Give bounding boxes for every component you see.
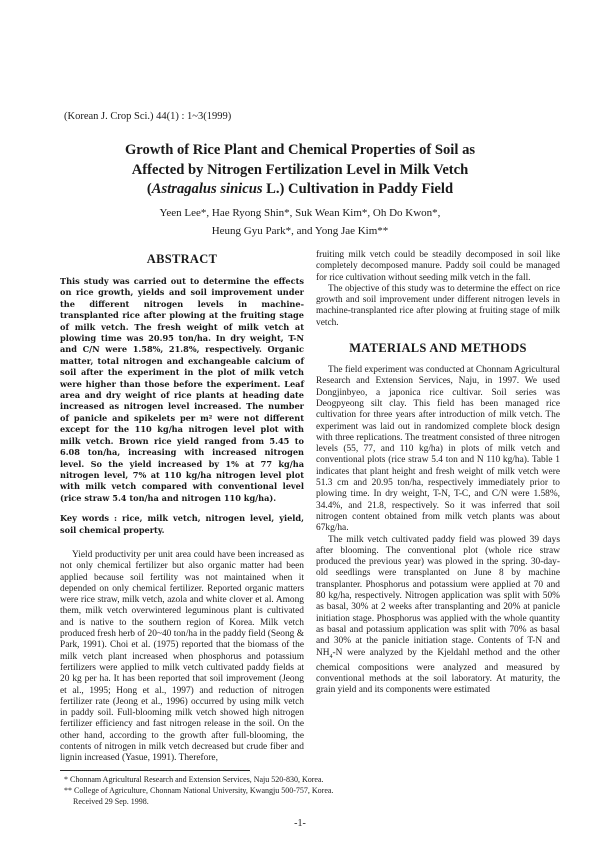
- footnote-affiliation-2: ** College of Agriculture, Chonnam National University, Kwangju 500-757, Korea.: [64, 786, 334, 795]
- page-number: -1-: [294, 818, 306, 829]
- keywords: Key words : rice, milk vetch, nitrogen level, yield, soil chemical property.: [60, 513, 304, 535]
- authors-line-1: Yeen Lee*, Hae Ryong Shin*, Suk Wean Kim*, Oh Do Kwon*,: [159, 207, 441, 219]
- paper-title: [40, 141, 560, 200]
- footnote-divider: [60, 770, 250, 771]
- journal-reference: (Korean J. Crop Sci.) 44(1) : 1~3(1999): [64, 111, 232, 122]
- authors-line-2: Heung Gyu Park*, and Yong Jae Kim**: [211, 225, 389, 237]
- left-column: [60, 250, 304, 765]
- received-date: Received 29 Sep. 1998.: [73, 797, 149, 806]
- title-line-2: Affected by Nitrogen Fertilization Level in Milk Vetch: [131, 161, 469, 178]
- author-list: [60, 204, 540, 240]
- abstract-text: This study was carried out to determine the effects on rice growth, yields and soil improvement under the different nitrogen levels in machine-transplanted rice after plowing at the fruiting stage of milk vetch. The fresh weight of milk vetch at plowing time was 20.95 ton/ha. In dry weight, T-N and C/N were 1.58%, 21.8%, respectively. Organic matter, total nitrogen and exchangeable calcium of soil after the experiment in the plot of milk vetch were higher than those before the experiment. Leaf area and dry weight of rice plants at heading date increased as nitrogen level increased. The number of panicle and spikelets per m² were not different except for the 110 kg/ha nitrogen level plot with milk vetch. Brown rice yield ranged from 5.45 to 6.08 ton/ha, increasing with increased nitrogen level. So the yield increased by 1% at 77 kg/ha nitrogen level, 7% at 110 kg/ha nitrogen level plot with milk vetch compared with conventional level (rice straw 5.4 ton/ha and nitrogen 110 kg/ha).: [60, 276, 304, 503]
- methods-heading: MATERIALS AND METHODS: [349, 341, 527, 356]
- abstract-section: [60, 276, 304, 536]
- abstract-heading: ABSTRACT: [146, 252, 218, 266]
- introduction-continued: [316, 250, 560, 329]
- intro-paragraph-1: Yield productivity per unit area could have been increased as not only chemical fertilizer but also organic matter had been applied because soil fertility was not maintained when it depended on only chemical fertilizer. Reported organic matters were rice straw, milk vetch, azola and white clover et al. Among them, milk vetch overwintered leguminous plant is cultivated and is native to the southern region of Korea. Milk vetch produced fresh herb of 20~40 ton/ha in the paddy field (Seong & Park, 1991). Choi et al. (1975) reported that the biomass of the milk vetch plant increased when phosphorus and potassium fertilizers were applied to milk vetch cultivated paddy fields at 20 kg per ha. It has been reported that soil improvement (Jeong et al., 1995; Hong et al., 1997) and reduction of nitrogen fertilizer rate (Jeong et al., 1996) occurred by using milk vetch in paddy soil. Full-blooming milk vetch showed high nitrogen fertilizer efficiency and fast nitrogen release in the soil. On the other hand, according to the growth after full-blooming, the contents of nitrogen in milk vetch decreased but crude fiber and lignin increased (Yasue, 1991). Therefore,: [60, 549, 304, 764]
- species-name: Astragalus sinicus: [151, 181, 263, 197]
- introduction-section: [60, 550, 304, 765]
- methods-paragraph-2: The milk vetch cultivated paddy field was plowed 39 days after blooming. The conventional plot (whole rice straw produced the previous year) was plowed in the spring. 30-day-old seedlings were transplanted on June 8 by machine transplanter. Phosphorus and potassium were applied at 70 and 80 kg/ha, respectively. Nitrogen application was split with 50% as basal, 30% at 2 weeks after transplanting and 20% at panicle initiation stage. Phosphorus was applied with the whole quantity as basal and potassium application was split with 70% as basal and 30% at the panicle initiation stage. Contents of T-N and $NH_4-N$ were analyzed by the Kjeldahl method and the other chemical compositions were analyzed and measured by conventional methods at the soil laboratory. At maturity, the grain yield and its components were estimated: [316, 534, 560, 696]
- footnote-affiliation-1: * Chonnam Agricultural Research and Extension Services, Naju 520-830, Korea.: [64, 775, 324, 784]
- intro-paragraph-2: fruiting milk vetch could be steadily decomposed in soil like completely decomposed manure. Paddy soil could be managed for rice cultivation without seeding milk vetch in the fall.: [316, 250, 560, 283]
- methods-section: [316, 365, 560, 696]
- title-line-1: Growth of Rice Plant and Chemical Properties of Soil as: [124, 142, 476, 158]
- intro-paragraph-3: The objective of this study was to determine the effect on rice growth and soil improvement under different nitrogen levels in machine-transplanted rice after plowing at fruiting stage of milk vetch.: [316, 283, 560, 328]
- methods-paragraph-1: The field experiment was conducted at Chonnam Agricultural Research and Extension Services, Naju, in 1997. We used Dongjinbyeo, a japonica rice cultivar. Soil series was Deogpyeong silt clay. This field has been managed rice cultivation for three years after introduction of milk vetch. The experiment was laid out in randomized complete block design with three replications. The treatment consisted of three nitrogen levels (55, 77, and 110 kg/ha) in plots of milk vetch and conventional plots (rice straw 5.4 ton and N 110 kg/ha). Table 1 indicates that plant height and fresh weight of milk vetch were 51.3 cm and 20.95 ton/ha, respectively immediately prior to plowing time. In dry weight, T-N, T-C, and C/N were 1.58%, 34.4%, and 21.8, respectively. So it was inferred that soil nitrogen content obtained from milk vetch plants was about 67kg/ha.: [316, 365, 560, 534]
- title-line-3: (Astragalus sinicus L.) Cultivation in Paddy Field: [146, 181, 454, 197]
- footnotes: [64, 774, 333, 807]
- right-column: [316, 250, 560, 697]
